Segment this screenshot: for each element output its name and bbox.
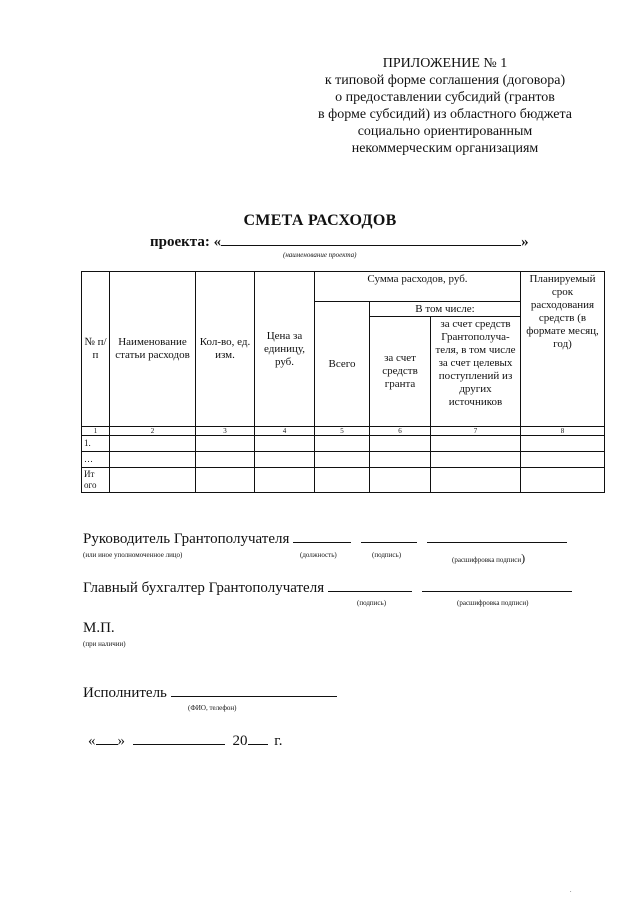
table-cell[interactable] [110,436,196,452]
executor-field[interactable] [171,684,337,697]
accountant-label: Главный бухгалтер Грантополучателя [83,580,325,596]
table-cell[interactable] [370,468,431,493]
footer-mark: . [570,888,572,894]
table-row [82,452,605,468]
column-number: 5 [315,427,370,436]
row-num: Ит ого [82,468,110,493]
table-cell[interactable] [196,436,255,452]
appendix-line: социально ориентированным [357,124,533,139]
table-cell[interactable] [431,468,521,493]
project-prefix: проекта: « [150,234,222,250]
header-term: Планируемый срок расходования средств (в формате месяц, год) [521,272,605,427]
table-cell[interactable] [431,436,521,452]
date-open-quote: « [88,733,96,749]
table-cell[interactable] [196,468,255,493]
appendix-line: в форме субсидий) из областного бюджета [318,107,572,122]
header-name: Наименование статьи расходов [110,272,196,427]
column-number: 3 [196,427,255,436]
head-signature-line [83,530,567,548]
header-price: Цена за единицу, руб. [255,272,315,427]
header-grant: за счет средств гранта [370,317,431,427]
column-number: 4 [255,427,315,436]
accountant-signature-line [83,579,572,597]
table-cell[interactable] [370,452,431,468]
table-cell[interactable] [521,436,605,452]
appendix-line: о предоставлении субсидий (грантов [335,90,555,105]
executor-label: Исполнитель [83,685,167,701]
appendix-line: к типовой форме соглашения (договора) [324,73,566,88]
header-including: В том числе: [370,302,521,317]
appendix-line: некоммерческим организациям [351,141,539,156]
table-cell[interactable] [255,468,315,493]
project-suffix: » [521,234,529,250]
executor-line [83,684,337,702]
date-close-quote: » [117,733,125,749]
table-cell[interactable] [255,436,315,452]
head-position-field[interactable] [293,530,351,543]
accountant-signature-field[interactable] [328,579,412,592]
row-num: 1. [82,436,110,452]
table-cell[interactable] [431,452,521,468]
table-cell[interactable] [110,468,196,493]
table-row-total [82,468,605,493]
project-line [150,233,529,251]
column-number: 8 [521,427,605,436]
appendix-header [270,55,620,157]
date-month-field[interactable] [133,732,225,745]
header-sum: Сумма расходов, руб. [315,272,521,302]
project-name-field[interactable] [221,233,521,246]
column-number: 1 [82,427,110,436]
date-line [88,732,282,750]
table-cell[interactable] [110,452,196,468]
head-caption-decode [452,551,525,566]
estimate-table [81,271,605,493]
date-day-field[interactable] [96,732,118,745]
accountant-caption-signature: (подпись) [357,599,387,607]
table-cell[interactable] [521,468,605,493]
head-caption-decode-text: (расшифровка подписи [452,556,522,564]
column-number-row [82,427,605,436]
table-cell[interactable] [196,452,255,468]
executor-caption: (ФИО, телефон) [188,704,237,712]
appendix-line: ПРИЛОЖЕНИЕ № 1 [382,56,508,71]
project-hint: (наименование проекта) [283,251,357,259]
head-caption-position: (должность) [300,551,337,559]
stamp-label: М.П. [83,620,115,636]
table-cell[interactable] [521,452,605,468]
table-cell[interactable] [315,452,370,468]
column-number: 7 [431,427,521,436]
header-num: № п/п [82,272,110,427]
header-other: за счет средств Грантополуча-теля, в том числе за счет целевых поступлений из других источников [431,317,521,427]
table-cell[interactable] [255,452,315,468]
table-cell[interactable] [315,436,370,452]
head-decode-field[interactable] [427,530,567,543]
date-year-field[interactable] [248,732,268,745]
header-qty: Кол-во, ед. изм. [196,272,255,427]
head-caption-decode-paren: ) [521,551,526,565]
table-row [82,436,605,452]
document-title: СМЕТА РАСХОДОВ [243,212,397,229]
head-caption-left: (или иное уполномоченное лицо) [83,551,183,559]
head-signature-field[interactable] [361,530,417,543]
accountant-caption-decode: (расшифровка подписи) [457,599,529,607]
column-number: 6 [370,427,431,436]
table-cell[interactable] [315,468,370,493]
date-year-prefix: 20 [232,733,248,749]
head-label: Руководитель Грантополучателя [83,531,290,547]
column-number: 2 [110,427,196,436]
table-cell[interactable] [370,436,431,452]
head-caption-signature: (подпись) [372,551,402,559]
accountant-decode-field[interactable] [422,579,572,592]
date-suffix: г. [274,733,283,749]
header-total: Всего [315,302,370,427]
row-num: … [82,452,110,468]
stamp-caption: (при наличии) [83,640,126,648]
